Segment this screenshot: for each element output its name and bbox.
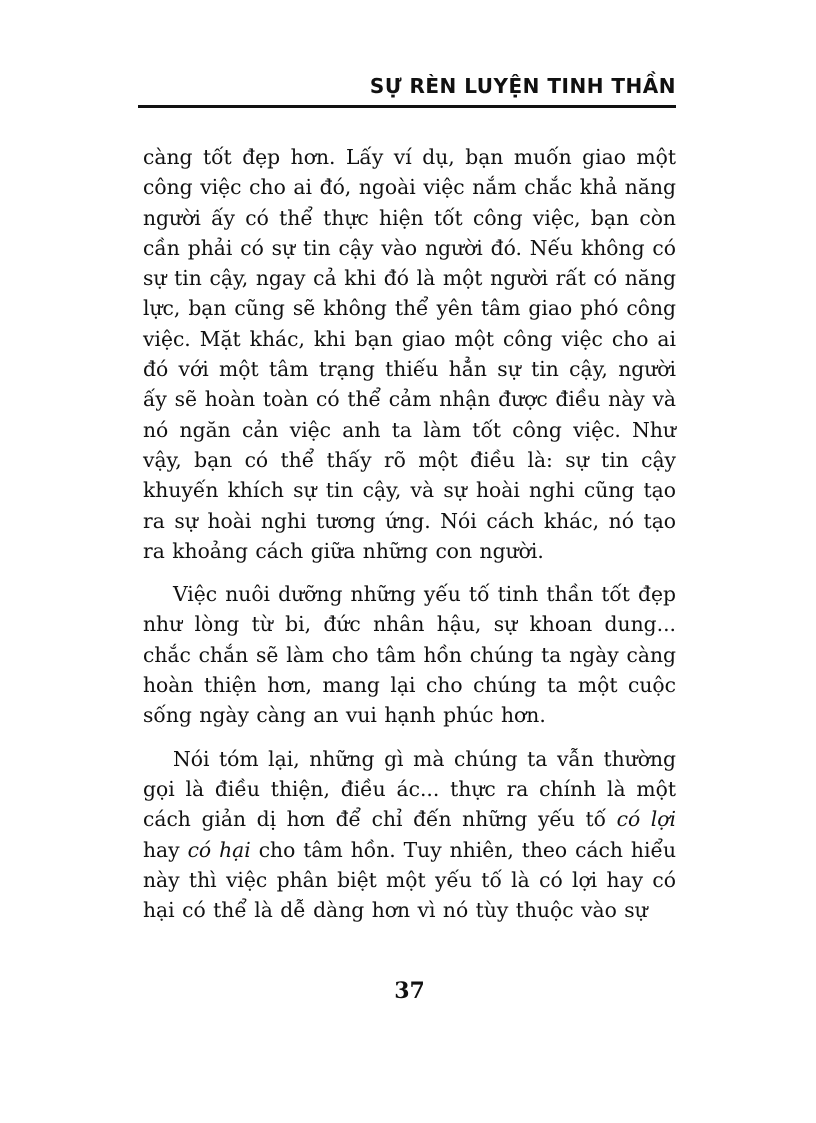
header-rule	[138, 105, 676, 108]
paragraph-3-text-3: cho tâm hồn. Tuy nhiên, theo cách hiểu này thì việc phân biệt một yếu tố là có lợi hay có hại có thể là dễ dàng hơn vì nó tùy thuộc vào sự	[143, 837, 677, 923]
page-number: 37	[394, 978, 425, 1004]
body-text	[143, 142, 676, 925]
paragraph-3-text-2: hay	[143, 837, 188, 862]
paragraph-2: Việc nuôi dưỡng những yếu tố tinh thần tốt đẹp như lòng từ bi, đức nhân hậu, sự khoan dung... chắc chắn sẽ làm cho tâm hồn chúng ta ngày càng hoàn thiện hơn, mang lại cho chúng ta một cuộc sống ngày càng an vui hạnh phúc hơn.	[143, 582, 676, 728]
paragraph-1: càng tốt đẹp hơn. Lấy ví dụ, bạn muốn giao một công việc cho ai đó, ngoài việc nắm chắc khả năng người ấy có thể thực hiện tốt công việc, bạn còn cần phải có sự tin cậy vào người đó. Nếu không có sự tin cậy, ngay cả khi đó là một người rất có năng lực, bạn cũng sẽ không thể yên tâm giao phó công việc. Mặt khác, khi bạn giao một công việc cho ai đó với một tâm trạng thiếu hẳn sự tin cậy, người ấy sẽ hoàn toàn có thể cảm nhận được điều này và nó ngăn cản việc anh ta làm tốt công việc. Như vậy, bạn có thể thấy rõ một điều là: sự tin cậy khuyến khích sự tin cậy, và sự hoài nghi cũng tạo ra sự hoài nghi tương ứng. Nói cách khác, nó tạo ra khoảng cách giữa những con người.	[143, 145, 676, 563]
paragraph-3-italic-2: có hại	[187, 837, 251, 862]
running-header-title: SỰ RÈN LUYỆN TINH THẦN	[369, 74, 676, 98]
paragraph-3	[143, 744, 676, 926]
paragraph-3-italic-1: có lợi	[616, 807, 676, 832]
paragraph-3-text-1: Nói tóm lại, những gì mà chúng ta vẫn thường gọi là điều thiện, điều ác... thực ra chính là một cách giản dị hơn để chỉ đến những yếu tố	[143, 746, 676, 832]
